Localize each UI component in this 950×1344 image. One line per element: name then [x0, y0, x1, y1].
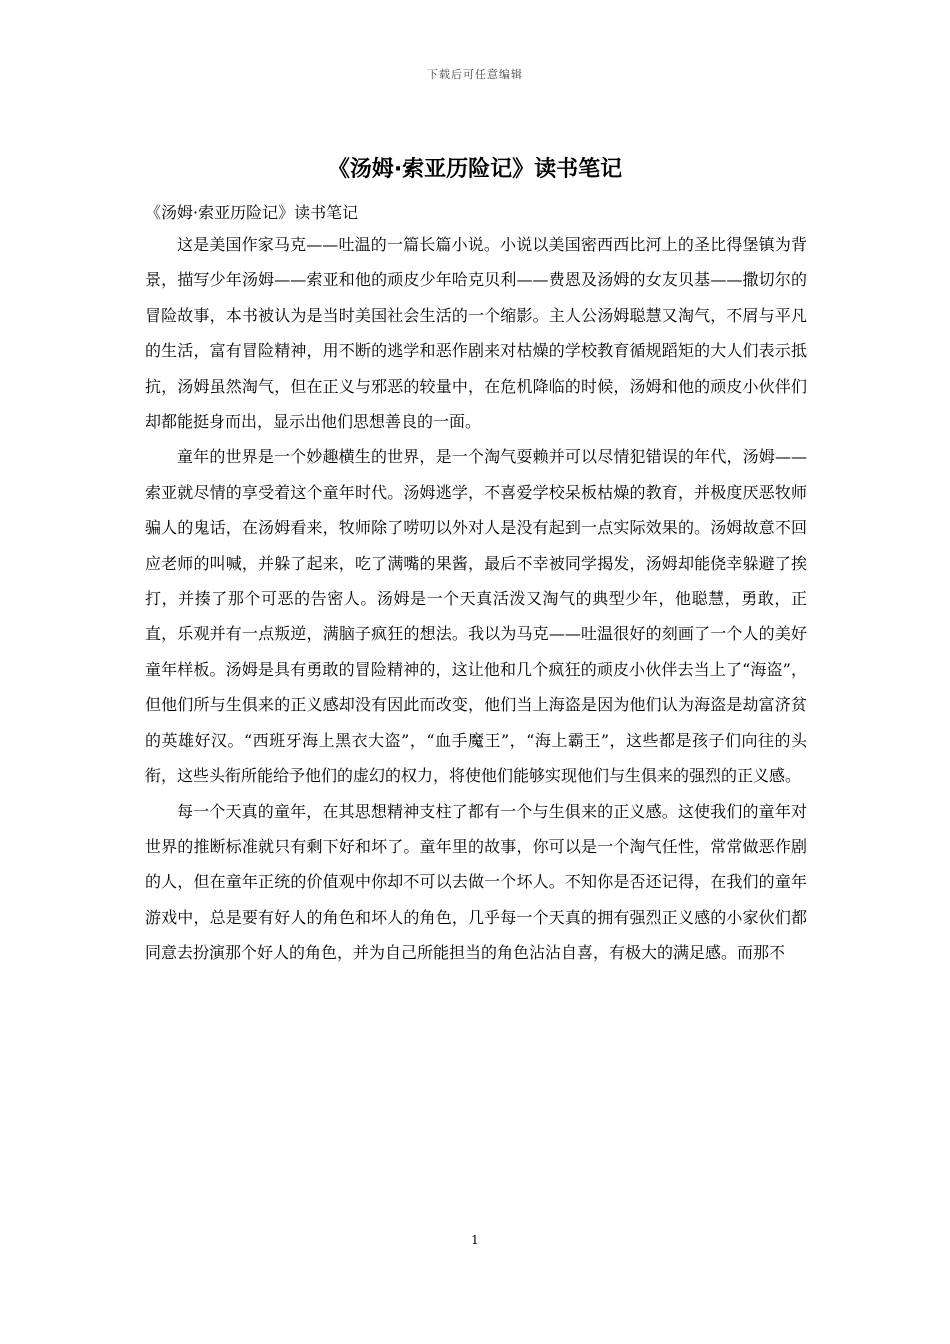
paragraph-2: 童年的世界是一个妙趣横生的世界，是一个淘气耍赖并可以尽情犯错误的年代，汤姆——索亚就尽情的享受着这个童年时代。汤姆逃学，不喜爱学校呆板枯燥的教育，并极度厌恶牧师骗人的鬼话，在汤姆看来，牧师除了唠叨以外对人是没有起到一点实际效果的。汤姆故意不回应老师的叫喊，并躲了起来，吃了满嘴的果酱，最后不幸被同学揭发，汤姆却能侥幸躲避了挨打，并揍了那个可恶的告密人。汤姆是一个天真活泼又淘气的典型少年，他聪慧，勇敢，正直，乐观并有一点叛逆，满脑子疯狂的想法。我以为马克——吐温很好的刻画了一个人的美好童年样板。汤姆是具有勇敢的冒险精神的，这让他和几个疯狂的顽皮小伙伴去当上了“海盗”，但他们所与生俱来的正义感却没有因此而改变，他们当上海盗是因为他们认为海盗是劫富济贫的英雄好汉。“西班牙海上黑衣大盗”，“血手魔王”，“海上霸王”，这些都是孩子们向往的头衔，这些头衔所能给予他们的虚幻的权力，将使他们能够实现他们与生俱来的强烈的正义感。 — [145, 447, 807, 786]
page-number: 1 — [471, 1233, 479, 1247]
document-subtitle: 《汤姆·索亚历险记》读书笔记 — [145, 203, 359, 222]
header-note: 下载后可任意编辑 — [427, 68, 523, 81]
paragraph-1: 这是美国作家马克——吐温的一篇长篇小说。小说以美国密西西比河上的圣比得堡镇为背景，描写少年汤姆——索亚和他的顽皮少年哈克贝利——费恩及汤姆的女友贝基——撒切尔的冒险故事，本书被认为是当时美国社会生活的一个缩影。主人公汤姆聪慧又淘气，不屑与平凡的生活，富有冒险精神，用不断的逃学和恶作剧来对枯燥的学校教育循规蹈矩的大人们表示抵抗，汤姆虽然淘气，但在正义与邪恶的较量中，在危机降临的时候，汤姆和他的顽皮小伙伴们却都能挺身而出，显示出他们思想善良的一面。 — [145, 235, 807, 432]
document-title: 《汤姆·索亚历险记》读书笔记 — [327, 157, 623, 182]
document-body — [145, 198, 807, 971]
paragraph-3: 每一个天真的童年，在其思想精神支柱了都有一个与生俱来的正义感。这使我们的童年对世界的推断标准就只有剩下好和坏了。童年里的故事，你可以是一个淘气任性，常常做恶作剧的人，但在童年正统的价值观中你却不可以去做一个坏人。不知你是否还记得，在我们的童年游戏中，总是要有好人的角色和坏人的角色，几乎每一个天真的拥有强烈正义感的小家伙们都同意去扮演那个好人的角色，并为自己所能担当的角色沾沾自喜，有极大的满足感。而那不 — [145, 801, 807, 963]
